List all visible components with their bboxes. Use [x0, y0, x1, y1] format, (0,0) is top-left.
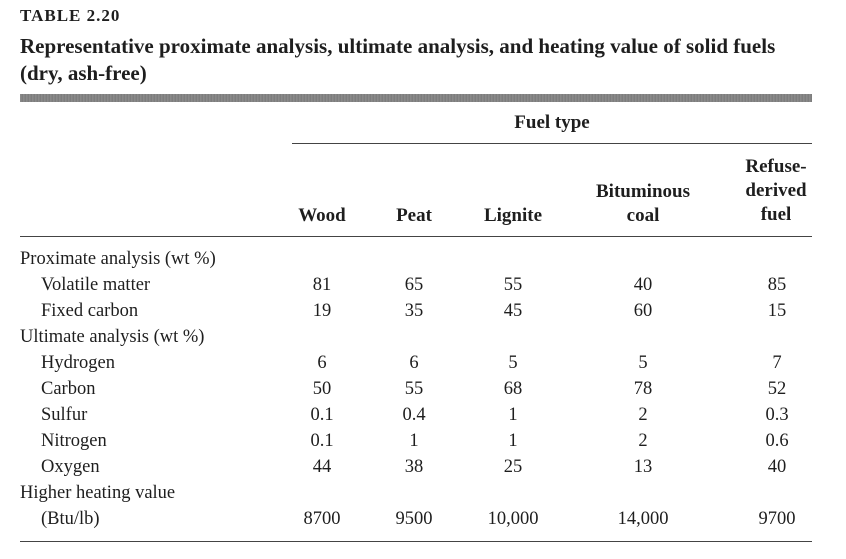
cell-refuse-derived-fuel: 40: [767, 457, 787, 477]
cell-wood: 0.1: [310, 431, 334, 451]
row-label: Oxygen: [41, 457, 100, 477]
row-label: Fixed carbon: [41, 301, 139, 321]
cell-refuse-derived-fuel: 7: [772, 353, 782, 373]
cell-lignite: 1: [508, 405, 518, 425]
column-header-refuse-derived-fuel: Refuse- derived fuel: [745, 156, 807, 225]
cell-refuse-derived-fuel: 0.3: [765, 405, 789, 425]
cell-wood: 50: [312, 379, 332, 399]
table-row-sulfur: [0, 402, 846, 428]
bottom-rule: [20, 541, 812, 542]
table-row-fixed-carbon: [0, 298, 846, 324]
cell-wood: 8700: [303, 509, 341, 529]
cell-peat: 38: [404, 457, 424, 477]
cell-peat: 0.4: [402, 405, 426, 425]
row-label: Hydrogen: [41, 353, 115, 373]
cell-bituminous-coal: 2: [638, 431, 648, 451]
cell-refuse-derived-fuel: 9700: [758, 509, 796, 529]
table-row-hydrogen: [0, 350, 846, 376]
cell-peat: 65: [404, 275, 424, 295]
row-label: Carbon: [41, 379, 96, 399]
column-header-bituminous-coal: Bituminous coal: [596, 181, 690, 226]
cell-bituminous-coal: 2: [638, 405, 648, 425]
cell-wood: 44: [312, 457, 332, 477]
cell-bituminous-coal: 60: [633, 301, 653, 321]
table-title: Representative proximate analysis, ultimate analysis, and heating value of solid fuels (dry, ash-free): [20, 34, 776, 85]
cell-refuse-derived-fuel: 85: [767, 275, 787, 295]
cell-lignite: 25: [503, 457, 523, 477]
column-header-wood: Wood: [298, 205, 346, 226]
table-number: TABLE 2.20: [20, 6, 121, 25]
cell-lignite: 55: [503, 275, 523, 295]
cell-wood: 19: [312, 301, 332, 321]
cell-wood: 0.1: [310, 405, 334, 425]
cell-lignite: 45: [503, 301, 523, 321]
cell-bituminous-coal: 78: [633, 379, 653, 399]
cell-peat: 35: [404, 301, 424, 321]
header-rule: [20, 236, 812, 237]
table-row-nitrogen: [0, 428, 846, 454]
row-label: (Btu/lb): [41, 509, 100, 529]
table-row-carbon: [0, 376, 846, 402]
table-row-higher-heating-value: [0, 480, 846, 506]
table-row-ultimate-analysis: [0, 324, 846, 350]
row-label: Higher heating value: [20, 483, 176, 503]
row-label: Ultimate analysis (wt %): [20, 327, 205, 347]
cell-lignite: 5: [508, 353, 518, 373]
fuel-type-spanner: Fuel type: [514, 112, 590, 133]
column-header-lignite: Lignite: [483, 205, 543, 226]
cell-wood: 81: [312, 275, 332, 295]
table-row-proximate-analysis: [0, 246, 846, 272]
top-heavy-rule: [20, 94, 812, 102]
spanner-rule: [292, 143, 812, 144]
row-label: Volatile matter: [41, 275, 151, 295]
table-row-volatile-matter: [0, 272, 846, 298]
column-header-peat: Peat: [396, 205, 432, 226]
cell-wood: 6: [317, 353, 327, 373]
row-label: Proximate analysis (wt %): [20, 249, 216, 269]
cell-bituminous-coal: 13: [633, 457, 653, 477]
cell-refuse-derived-fuel: 52: [767, 379, 787, 399]
table-row-oxygen: [0, 454, 846, 480]
cell-bituminous-coal: 14,000: [617, 509, 669, 529]
cell-lignite: 10,000: [487, 509, 539, 529]
row-label: Nitrogen: [41, 431, 107, 451]
row-label: Sulfur: [41, 405, 88, 425]
table-body: [0, 246, 846, 532]
cell-peat: 9500: [395, 509, 433, 529]
cell-peat: 55: [404, 379, 424, 399]
cell-peat: 6: [409, 353, 419, 373]
cell-lignite: 68: [503, 379, 523, 399]
cell-lignite: 1: [508, 431, 518, 451]
cell-bituminous-coal: 5: [638, 353, 648, 373]
cell-refuse-derived-fuel: 0.6: [765, 431, 789, 451]
cell-refuse-derived-fuel: 15: [767, 301, 787, 321]
cell-bituminous-coal: 40: [633, 275, 653, 295]
cell-peat: 1: [409, 431, 419, 451]
table-row-btu-per-lb: [0, 506, 846, 532]
